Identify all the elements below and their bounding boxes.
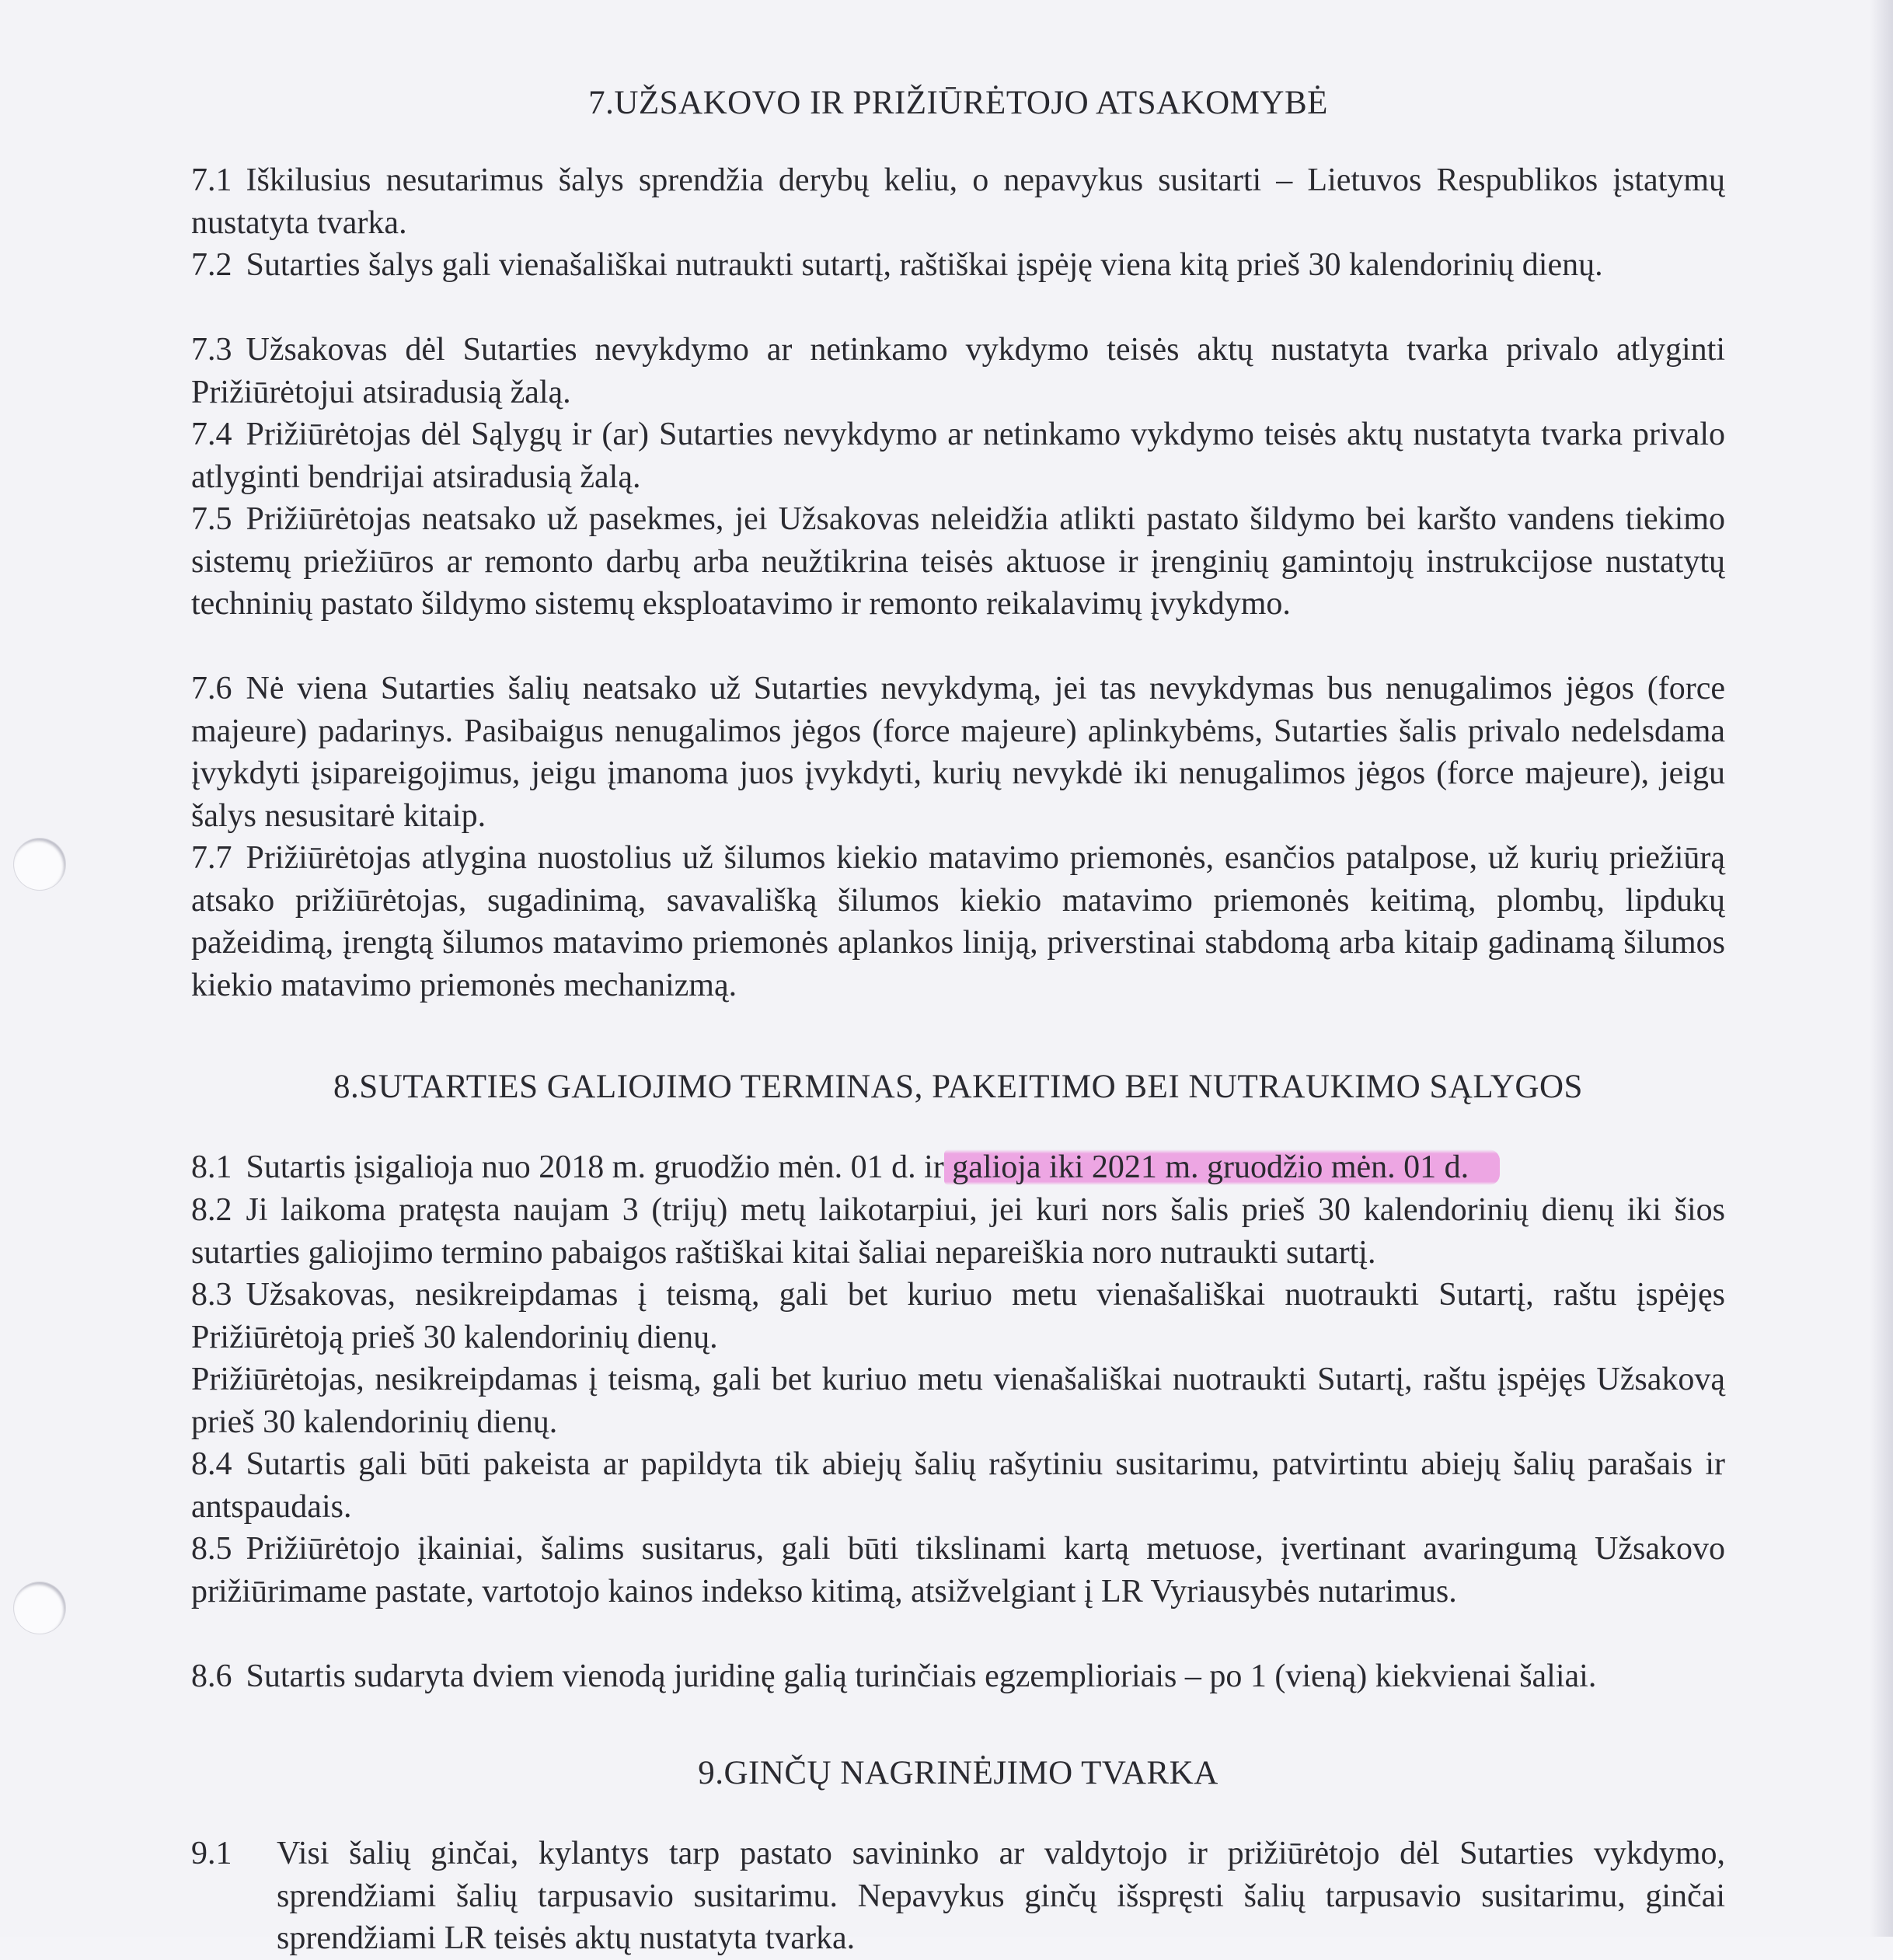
clause-number: 8.1 bbox=[191, 1149, 232, 1185]
clause-text: Ji laikoma pratęsta naujam 3 (trijų) metų laikotarpiui, jei kuri nors šalis prieš 30 kalendorinių dienų iki šios sutarties galiojimo termino pabaigos raštiškai kitai šaliai nepareiškia noro nutraukti sutartį. bbox=[191, 1192, 1725, 1271]
clause-text: Prižiūrėtojo įkainiai, šalims susitarus, gali būti tikslinami kartą metuose, įvertinant avaringumą Užsakovo prižiūrimame pastate, vartotojo kainos indekso kitimą, atsižvelgiant į LR Vyriausybės nutarimus. bbox=[191, 1531, 1725, 1610]
clause-7-5 bbox=[191, 498, 1725, 626]
clause-8-3 bbox=[191, 1274, 1725, 1358]
clause-number: 7.3 bbox=[191, 332, 232, 368]
clause-number: 8.4 bbox=[191, 1446, 232, 1482]
clause-7-6 bbox=[191, 668, 1725, 837]
punch-hole-bottom bbox=[14, 1582, 65, 1634]
clause-text: Prižiūrėtojas dėl Sąlygų ir (ar) Sutarties nevykdymo ar netinkamo vykdymo teisės aktų nustatyta tvarka privalo atlyginti bendrijai atsiradusią žalą. bbox=[191, 417, 1725, 495]
clause-text: Nė viena Sutarties šalių neatsako už Sutarties nevykdymą, jei tas nevykdymas bus nenugalimos jėgos (force majeure) padarinys. Pasibaigus nenugalimos jėgos (force majeure) aplinkybėms, Sutarties šalis privalo nedelsdama įvykdyti įsipareigojimus, jeigu įmanoma juos įvykdyti, kurių nevykdė iki nenugalimos jėgos (force majeure), jeigu šalys nesusitarė kitaip. bbox=[191, 671, 1725, 834]
clause-text: Užsakovas, nesikreipdamas į teismą, gali bet kuriuo metu vienašališkai nuotraukti Sutartį, raštu įspėjęs Prižiūrėtoją prieš 30 kalendorinių dienų. bbox=[191, 1277, 1725, 1355]
clause-8-2 bbox=[191, 1189, 1725, 1274]
section-9-heading: 9.GINČŲ NAGRINĖJIMO TVARKA bbox=[698, 1755, 1218, 1791]
clause-number: 7.2 bbox=[191, 247, 232, 283]
clause-7-4 bbox=[191, 413, 1725, 498]
clause-number: 8.3 bbox=[191, 1277, 232, 1313]
clause-number: 8.6 bbox=[191, 1658, 232, 1694]
clause-number: 9.1 bbox=[191, 1836, 232, 1871]
clause-number: 7.6 bbox=[191, 671, 232, 706]
page-edge-shadow bbox=[1870, 0, 1893, 1937]
clause-8-6 bbox=[191, 1655, 1725, 1698]
clause-text: Sutartis sudaryta dviem vienodą juridinę galią turinčiais egzemplioriais – po 1 (vieną) kiekvienai šaliai. bbox=[246, 1658, 1597, 1694]
clause-8-1 bbox=[191, 1146, 1725, 1189]
clause-8-5 bbox=[191, 1528, 1725, 1613]
clause-text: Prižiūrėtojas, nesikreipdamas į teismą, gali bet kuriuo metu vienašališkai nuotraukti Sutartį, raštu įspėjęs Užsakovą prieš 30 kalendorinių dienų. bbox=[191, 1362, 1725, 1440]
clause-text: Sutartis įsigalioja nuo 2018 m. gruodžio mėn. 01 d. ir bbox=[246, 1149, 944, 1185]
clause-number: 8.5 bbox=[191, 1531, 232, 1567]
clause-text: Užsakovas dėl Sutarties nevykdymo ar netinkamo vykdymo teisės aktų nustatyta tvarka privalo atlyginti Prižiūrėtojui atsiradusią žalą. bbox=[191, 332, 1725, 410]
clause-text: Iškilusius nesutarimus šalys sprendžia derybų keliu, o nepavykus susitarti – Lietuvos Respublikos įstatymų nustatyta tvarka. bbox=[191, 162, 1725, 241]
clause-number: 7.5 bbox=[191, 501, 232, 537]
section-8-heading: 8.SUTARTIES GALIOJIMO TERMINAS, PAKEITIMO BEI NUTRAUKIMO SĄLYGOS bbox=[333, 1069, 1583, 1105]
clause-7-7 bbox=[191, 837, 1725, 1006]
clause-8-3-continued bbox=[191, 1358, 1725, 1443]
clause-text: Prižiūrėtojas atlygina nuostolius už šilumos kiekio matavimo priemonės, esančios patalpose, už kurių priežiūrą atsako prižiūrėtojas, sugadinimą, savavališką šilumos kiekio matavimo priemonės keitimą, plombų, lipdukų pažeidimą, įrengtą šilumos matavimo priemonės aplankos liniją, priverstinai stabdomą arba kitaip gadinamą šilumos kiekio matavimo priemonės mechanizmą. bbox=[191, 840, 1725, 1003]
clause-8-4 bbox=[191, 1443, 1725, 1528]
clause-text: Sutartis gali būti pakeista ar papildyta tik abiejų šalių rašytiniu susitarimu, patvirtintu abiejų šalių parašais ir antspaudais. bbox=[191, 1446, 1725, 1525]
punch-hole-top bbox=[14, 839, 65, 890]
clause-7-1 bbox=[191, 159, 1725, 244]
clause-number: 7.4 bbox=[191, 417, 232, 452]
clause-9-1 bbox=[191, 1833, 1725, 1960]
clause-text: Prižiūrėtojas neatsako už pasekmes, jei Užsakovas neleidžia atlikti pastato šildymo bei karšto vandens tiekimo sistemų priežiūros ar remonto darbų arba neužtikrina teisės aktuose ir įrenginių gamintojų instrukcijose nustatytų techninių pastato šildymo sistemų eksploatavimo ir remonto reikalavimų įvykdymo. bbox=[191, 501, 1725, 622]
clause-number: 7.1 bbox=[191, 162, 232, 198]
highlighted-validity-period: galioja iki 2021 m. gruodžio mėn. 01 d. bbox=[944, 1149, 1500, 1185]
clause-number: 7.7 bbox=[191, 840, 232, 876]
clause-text: Sutarties šalys gali vienašališkai nutraukti sutartį, raštiškai įspėję viena kitą prieš 30 kalendorinių dienų. bbox=[246, 247, 1603, 283]
clause-7-3 bbox=[191, 329, 1725, 413]
clause-7-2 bbox=[191, 244, 1725, 287]
section-7-heading: 7.UŽSAKOVO IR PRIŽIŪRĖTOJO ATSAKOMYBĖ bbox=[588, 85, 1328, 121]
clause-text: Visi šalių ginčai, kylantys tarp pastato savininko ar valdytojo ir prižiūrėtojo dėl Sutarties vykdymo, sprendžiami šalių tarpusavio susitarimu. Nepavykus ginčų išspręsti šalių tarpusavio susitarimu, ginčai sprendžiami LR teisės aktų nustatyta tvarka. bbox=[277, 1836, 1725, 1956]
clause-number: 8.2 bbox=[191, 1192, 232, 1228]
